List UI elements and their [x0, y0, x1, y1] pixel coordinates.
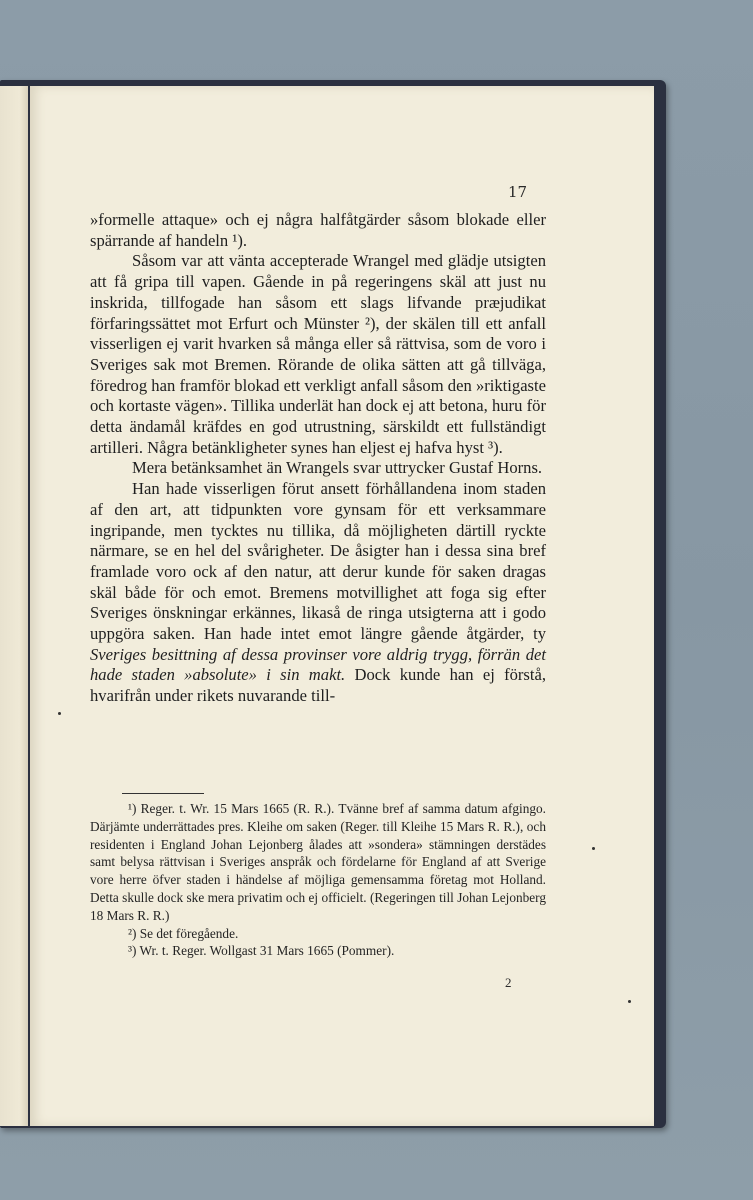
- footnote-rule: [122, 793, 204, 794]
- footnote-1: ¹) Reger. t. Wr. 15 Mars 1665 (R. R.). Tvänne bref af samma datum afgingo. Därjämte underrättades pres. Kleihe om saken (Reger. till Kleihe 15 Mars R. R.), och residenten i England Johan Lejonberg ålades att »sondera» stämningen derstädes samt belysa rättvisan i Sveriges anspråk och fördelarne för England af att Sverige vore herre öfver staden i händelse af möjliga gemensamma företag mot Holland. Detta skulle dock ske mera privatim och ej officielt. (Regeringen till Johan Lejonberg 18 Mars R. R.): [90, 801, 546, 923]
- italic-quote: Sveriges besittning af dessa provinser vore aldrig trygg, förrän det hade staden »absolute» i sin makt.: [90, 644, 546, 685]
- main-text: [90, 210, 546, 707]
- footnotes: [90, 800, 546, 960]
- page-number: 17: [508, 183, 528, 201]
- facing-page-edge: [0, 86, 28, 1126]
- paragraph-4: [90, 479, 546, 707]
- paper-speck: [58, 712, 61, 715]
- paragraph-4-text: Han hade visserligen förut ansett förhållandena inom staden af den art, att tidpunkten vore gynsam för ett verksammare ingripande, men tycktes nu tillika, då möjligheten därtill ryckte närmare, se en hel del svårigheter. De åsigter han i dessa sina bref framlade voro ock af den natur, att derur kunde för saken dragas skäl både för och emot. Bremens motvillighet att foga sig efter Sveriges önskningar erkännes, likaså de ringa utsigterna att i godo uppgöra saken. Han hade intet emot längre gående åtgärder, ty: [90, 479, 546, 644]
- paragraph-2: Såsom var att vänta accepterade Wrangel med glädje utsigten att få gripa till vapen. Gående in på regeringens skäl att just nu inskrida, tillfogade han såsom ett slags lifvande præjudikat förfaringssättet mot Erfurt och Münster ²), der skälen till ett anfall visserligen ej varit hvarken så många eller så rättvisa, som de voro i Sveriges sak mot Bremen. Rörande de olika sätten att gå tillväga, föredrog han framför blokad ett verkligt anfall såsom den »riktigaste och kortaste vägen». Tillika underlät han dock ej att betona, huru för detta ändamål kräfdes en god utrustning, särskildt ett fullständigt artilleri. Några betänkligheter synes han eljest ej hafva hyst ³).: [90, 251, 546, 457]
- signature-mark: 2: [505, 975, 512, 990]
- paragraph-4-closing: Dock kunde han ej förstå, hvarifrån under rikets nuvarande till-: [90, 665, 547, 706]
- footnote-2: ²) Se det föregående.: [128, 925, 239, 941]
- paragraph-3: Mera betänksamhet än Wrangels svar uttrycker Gustaf Horns.: [132, 458, 543, 478]
- footnote-3: ³) Wr. t. Reger. Wollgast 31 Mars 1665 (Pommer).: [128, 943, 395, 959]
- paragraph-1: »formelle attaque» och ej några halfåtgärder såsom blokade eller spärrande af handeln ¹).: [90, 210, 546, 250]
- paper-speck: [628, 1000, 631, 1003]
- paper-speck: [592, 847, 595, 850]
